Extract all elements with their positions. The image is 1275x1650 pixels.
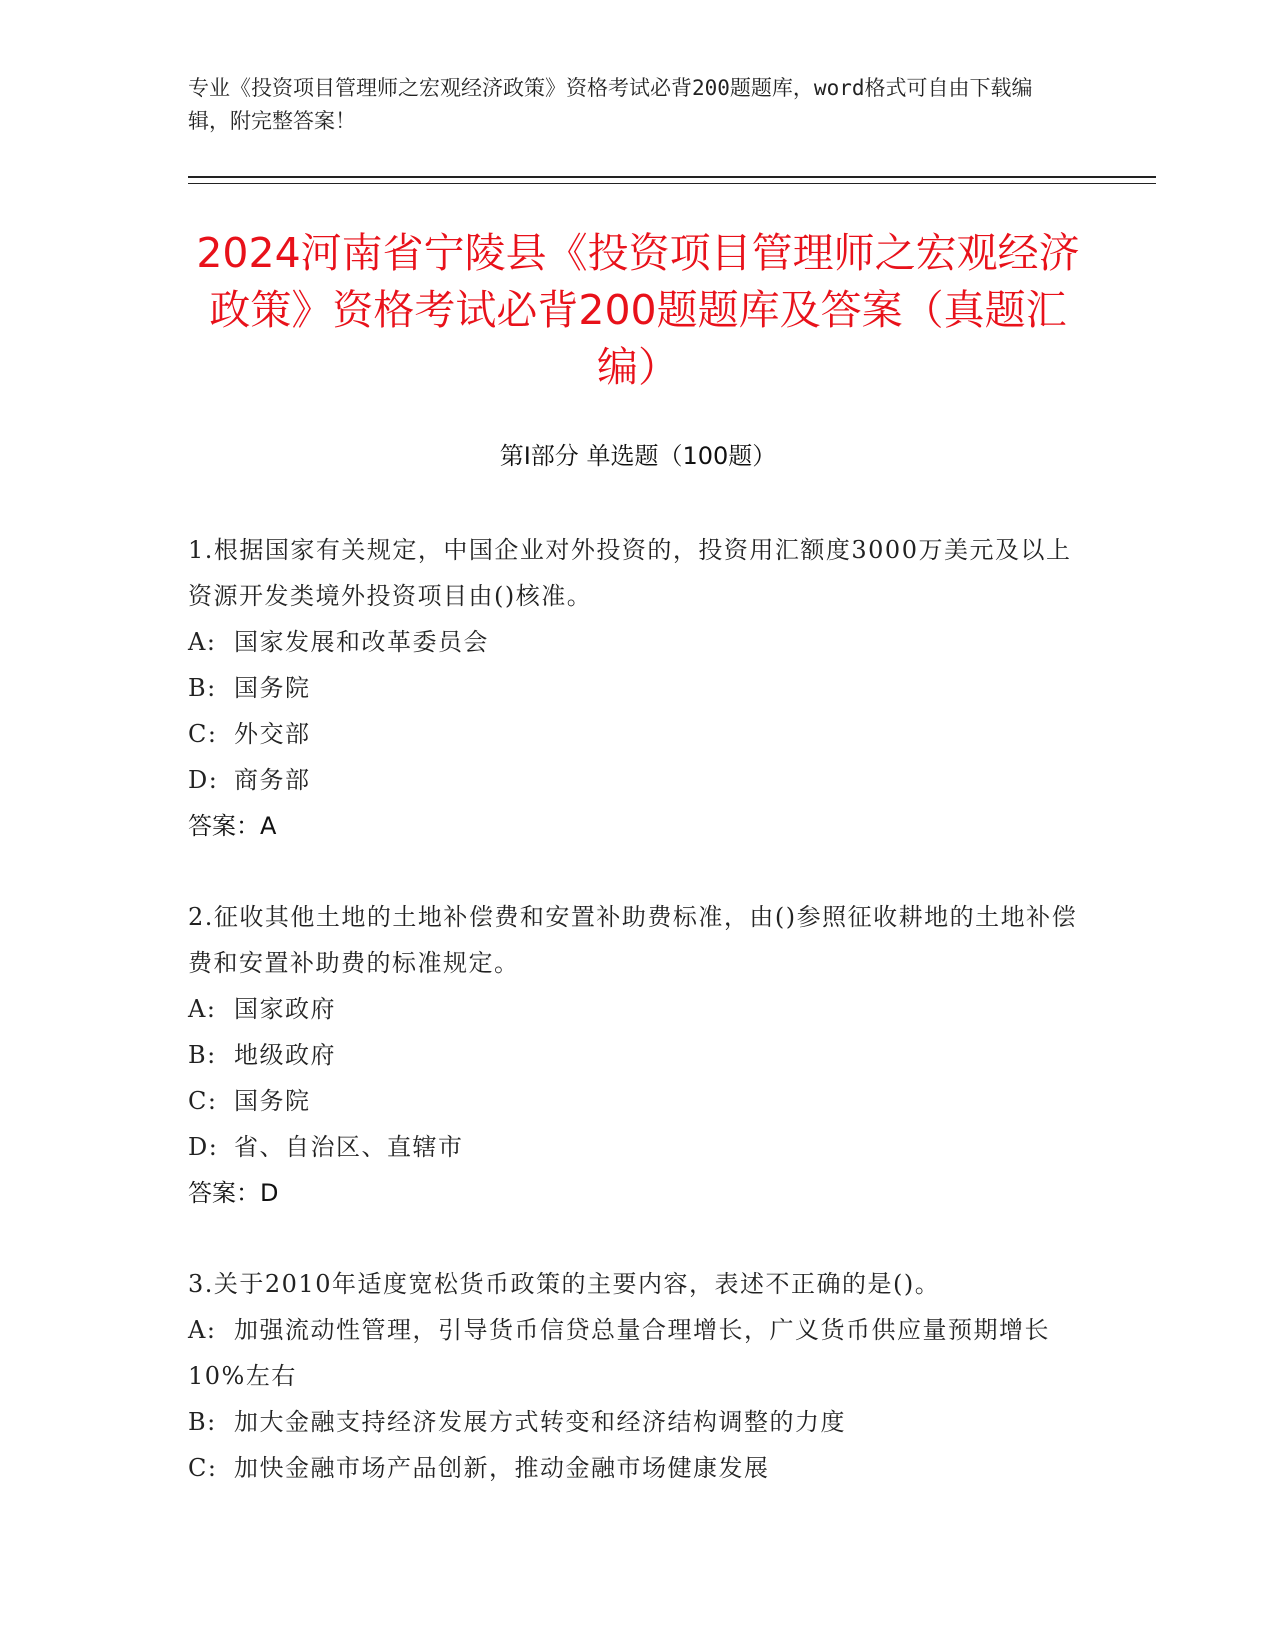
question-stem: 1.根据国家有关规定，中国企业对外投资的，投资用汇额度3000万美元及以上资源开发类境外投资项目由()核准。 [188, 536, 1072, 610]
option-key: B: [188, 1408, 217, 1436]
question-2 [188, 894, 1088, 1216]
option-text: 国家发展和改革委员会 [234, 628, 489, 656]
option-text: 国家政府 [234, 995, 336, 1023]
header-rule [188, 176, 1156, 178]
option-key: A: [188, 1316, 217, 1344]
question-3 [188, 1261, 1088, 1491]
option-key: A: [188, 628, 217, 656]
header-rule-thin [188, 183, 1156, 184]
option-text: 加大金融支持经济发展方式转变和经济结构调整的力度 [234, 1408, 846, 1436]
question-1 [188, 527, 1088, 849]
option-text: 商务部 [234, 766, 311, 794]
option-b [188, 1032, 1088, 1078]
option-key: C: [188, 1454, 218, 1482]
option-a [188, 619, 1088, 665]
option-key: C: [188, 720, 218, 748]
answer-line: 答案：A [188, 812, 277, 840]
option-key: B: [188, 674, 217, 702]
option-text: 加快金融市场产品创新，推动金融市场健康发展 [234, 1454, 770, 1482]
option-d [188, 757, 1088, 803]
option-key: B: [188, 1041, 217, 1069]
option-c [188, 1078, 1088, 1124]
answer-line: 答案：D [188, 1179, 279, 1207]
option-key: D: [188, 1133, 219, 1161]
option-c [188, 711, 1088, 757]
option-a [188, 986, 1088, 1032]
option-text: 省、自治区、直辖市 [234, 1133, 464, 1161]
option-text: 外交部 [234, 720, 311, 748]
question-list [188, 527, 1088, 1536]
option-c [188, 1445, 1088, 1491]
option-key: C: [188, 1087, 218, 1115]
option-a [188, 1307, 1088, 1399]
option-text: 加强流动性管理，引导货币信贷总量合理增长，广义货币供应量预期增长10%左右 [188, 1316, 1050, 1390]
option-key: A: [188, 995, 217, 1023]
section-heading: 第I部分 单选题（100题） [499, 442, 777, 470]
option-d [188, 1124, 1088, 1170]
option-key: D: [188, 766, 219, 794]
question-stem: 3.关于2010年适度宽松货币政策的主要内容，表述不正确的是()。 [188, 1270, 941, 1298]
option-text: 地级政府 [234, 1041, 336, 1069]
document-title: 2024河南省宁陵县《投资项目管理师之宏观经济政策》资格考试必背200题题库及答案（真题汇编） [196, 229, 1080, 391]
option-text: 国务院 [234, 1087, 311, 1115]
option-text: 国务院 [234, 674, 311, 702]
option-b [188, 665, 1088, 711]
option-b [188, 1399, 1088, 1445]
header-note: 专业《投资项目管理师之宏观经济政策》资格考试必背200题题库，word格式可自由下载编辑，附完整答案！ [188, 76, 1033, 133]
question-stem: 2.征收其他土地的土地补偿费和安置补助费标准，由()参照征收耕地的土地补偿费和安置补助费的标准规定。 [188, 903, 1078, 977]
